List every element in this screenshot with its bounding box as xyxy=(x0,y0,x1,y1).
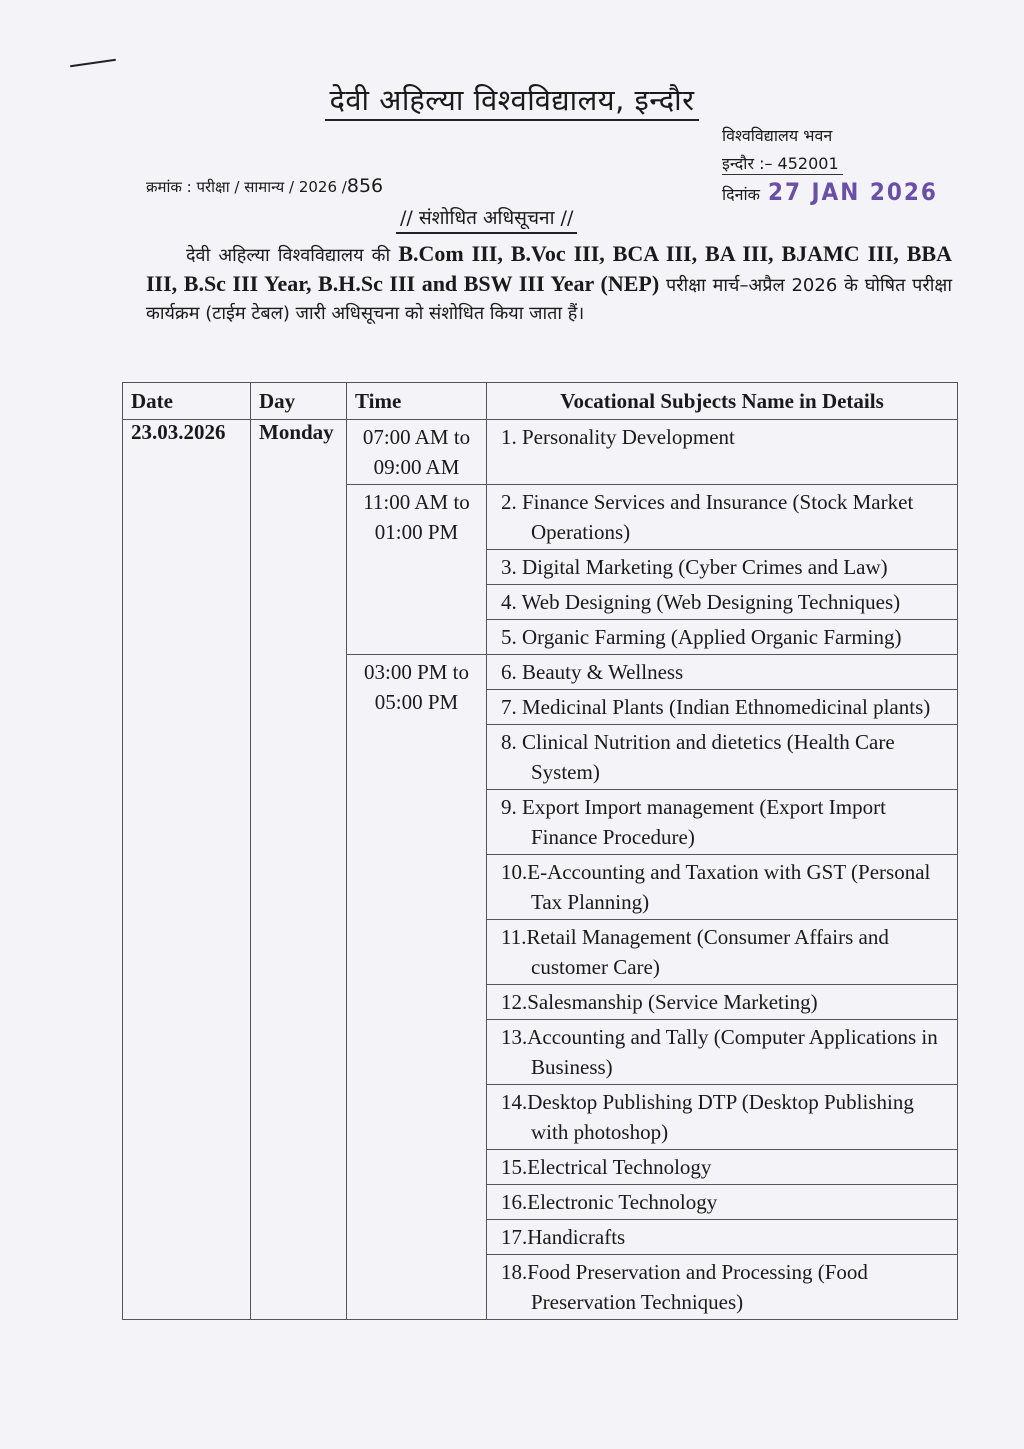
exam-timetable xyxy=(122,382,958,1320)
subject-cell xyxy=(487,420,958,485)
subject-name: 8. Clinical Nutrition and dietetics (Health Care System) xyxy=(501,730,895,784)
subject-cell xyxy=(487,1185,958,1220)
subject-name: 4. Web Designing (Web Designing Techniques) xyxy=(501,590,901,614)
university-title: देवी अहिल्या विश्वविद्यालय, इन्दौर xyxy=(0,80,1024,119)
subject-name: 13.Accounting and Tally (Computer Applications in Business) xyxy=(501,1025,938,1079)
subject-name: 15.Electrical Technology xyxy=(501,1155,712,1179)
time-slot: 03:00 PM to 05:00 PM xyxy=(347,655,487,1320)
course-list: B.Com III, B.Voc III, BCA III, BA III, BJAMC III, BBA III, B.Sc III Year, B.H.Sc III and BSW III Year (NEP) xyxy=(146,241,952,296)
exam-day: Monday xyxy=(251,420,347,1320)
subject-cell xyxy=(487,690,958,725)
subject-name: 11.Retail Management (Consumer Affairs and customer Care) xyxy=(501,925,889,979)
address-line-2: इन्दौर :– 452001 xyxy=(722,152,843,175)
reference-handwritten-number: 856 xyxy=(346,175,384,197)
notice-title: // संशोधित अधिसूचना // xyxy=(396,204,577,234)
subject-cell xyxy=(487,550,958,585)
subject-name: 18.Food Preservation and Processing (Food Preservation Techniques) xyxy=(501,1260,868,1314)
reference-prefix: क्रमांक : परीक्षा / सामान्य / 2026 / xyxy=(146,178,347,196)
subject-cell xyxy=(487,620,958,655)
subject-cell xyxy=(487,1085,958,1150)
subject-cell xyxy=(487,1255,958,1320)
subject-cell xyxy=(487,790,958,855)
subject-cell xyxy=(487,1220,958,1255)
subject-cell xyxy=(487,1150,958,1185)
reference-number xyxy=(146,175,383,197)
subject-name: 9. Export Import management (Export Import Finance Procedure) xyxy=(501,795,886,849)
subject-name: 10.E-Accounting and Taxation with GST (Personal Tax Planning) xyxy=(501,860,931,914)
table-header-row xyxy=(123,383,958,420)
address-line-1: विश्वविद्यालय भवन xyxy=(722,126,833,145)
subject-cell xyxy=(487,655,958,690)
date-line xyxy=(722,178,938,206)
date-label: दिनांक xyxy=(722,185,760,204)
time-slot: 07:00 AM to 09:00 AM xyxy=(347,420,487,485)
header-time: Time xyxy=(347,383,487,420)
subject-cell xyxy=(487,585,958,620)
header-subjects: Vocational Subjects Name in Details xyxy=(487,383,958,420)
subject-cell xyxy=(487,725,958,790)
subject-name: 3. Digital Marketing (Cyber Crimes and Law) xyxy=(501,555,888,579)
subject-name: 7. Medicinal Plants (Indian Ethnomedicinal plants) xyxy=(501,695,931,719)
subject-name: 12.Salesmanship (Service Marketing) xyxy=(501,990,818,1014)
subject-cell xyxy=(487,1020,958,1085)
header-date: Date xyxy=(123,383,251,420)
subject-name: 16.Electronic Technology xyxy=(501,1190,718,1214)
header-day: Day xyxy=(251,383,347,420)
intro-text: देवी अहिल्या विश्वविद्यालय की xyxy=(186,245,391,266)
notice-paragraph xyxy=(146,240,952,328)
subject-name: 17.Handicrafts xyxy=(501,1225,626,1249)
subject-name: 5. Organic Farming (Applied Organic Farming) xyxy=(501,625,902,649)
subject-cell xyxy=(487,485,958,550)
subject-cell xyxy=(487,855,958,920)
date-stamp: 27 JAN 2026 xyxy=(767,178,938,206)
notice-text: परीक्षा मार्च–अप्रैल 2026 के घोषित परीक्षा कार्यक्रम (टाईम टेबल) जारी अधिसूचना को संशोधित किया जाता हैं। xyxy=(146,275,952,324)
subject-cell xyxy=(487,920,958,985)
subject-name: 2. Finance Services and Insurance (Stock Market Operations) xyxy=(501,490,914,544)
subject-name: 14.Desktop Publishing DTP (Desktop Publishing with photoshop) xyxy=(501,1090,914,1144)
time-slot: 11:00 AM to 01:00 PM xyxy=(347,485,487,655)
table-row xyxy=(123,420,958,485)
subject-cell xyxy=(487,985,958,1020)
subject-name: 1. Personality Development xyxy=(501,425,735,449)
pen-mark xyxy=(70,59,116,67)
exam-date: 23.03.2026 xyxy=(123,420,251,1320)
subject-name: 6. Beauty & Wellness xyxy=(501,660,684,684)
